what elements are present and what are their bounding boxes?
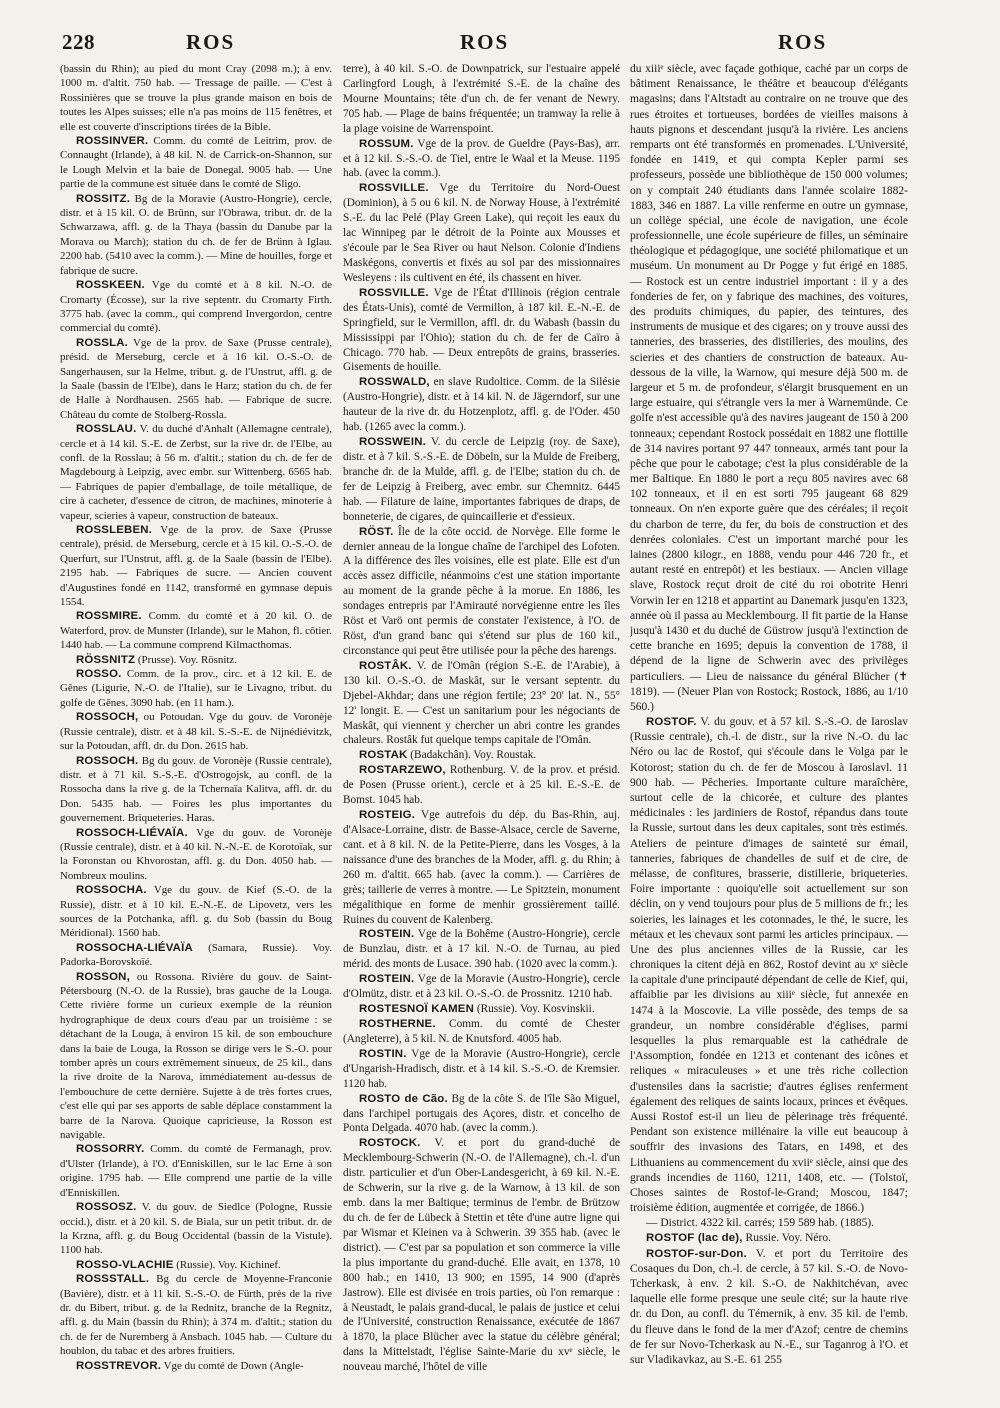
entry-text: Vge du Territoire du Nord-Ouest (Dominion), à 5 ou 6 kil. N. de Norway House, à l'extrémité S.-E. du lac Pelé (Play Green Lake), qui reçoit les eaux du lac Winnipeg par le détroit de la Pointe aux Mousses et s'écoule par le Sea River ou haut Nelson. Colonie d'Indiens Maskégons, convertis et fixés au sol par des missionnaires Wesleyens : ils cultivent en été, ils chassent en hiver. bbox=[343, 182, 620, 284]
entry-text: — District. 4322 kil. carrés; 159 589 hab. (1885). bbox=[646, 1217, 875, 1230]
entry-text: (Russie). Voy. Kichinef. bbox=[176, 1258, 281, 1271]
dictionary-entry bbox=[343, 181, 620, 285]
entry-headword: ROSSLA. bbox=[76, 336, 129, 349]
entry-headword: ROSTARZEWO, bbox=[359, 764, 446, 777]
entry-text: V. et port du Territoire des Cosaques du Don, ch.-l. de cercle, à 57 kil. S.-O. de Novo-Tcherkask, à env. 2 kil. S.-O. de Nakhitchévan, avec laquelle elle forme presque une seule cité; sur la haute rive dr. du Don, au confl. du Témernik, à env. 35 kil. de l'emb. du fleuve dans le fond de la mer d'Azof; centre de chemins de fer sur Novo-Tcherkask au N.-E., sur Taganrog à l'O. et sur Vladikavkaz, au S.-E. 61 255 bbox=[630, 1247, 908, 1366]
entry-headword: ROSSOSZ. bbox=[76, 1201, 137, 1214]
dictionary-entry bbox=[343, 1092, 620, 1137]
entry-text: Vge de la prov. de Gueldre (Pays-Bas), arr. et à 12 kil. S.-S.-O. de Tiel, entre le Waal et la Meuse. 1195 hab. (avec la comm.). bbox=[343, 137, 620, 180]
running-head-center: ROS bbox=[460, 30, 510, 54]
entry-text: Comm. du comté de Fermanagh, prov. d'Ulster (Irlande), à l'O. d'Enniskillen, sur le lac Erne à son origine. 1795 hab. — Elle comprend une partie de la ville d'Enniskillen. bbox=[60, 1143, 332, 1199]
entry-headword: RÖST. bbox=[359, 525, 394, 538]
dictionary-entry bbox=[343, 435, 620, 525]
entry-text: V. du gouv. et à 57 kil. S.-S.-O. de Iaroslav (Russie centrale), ch.-l. de distr., sur la rive N.-O. du lac Néro ou lac de Rostof, qui s'écoule dans le Volga par le Kotorost; station du ch. de fer de Moscou à Iaroslavl. 11 900 hab. — Pêcheries. Importante culture maraîchère, surtout celle de la chicorée, et culture des plantes médicinales : les jardiniers de Rostof, répandus dans toute la Russie, surtout dans les deux capitales, sont très estimés. Ateliers de peinture d'images de sainteté sur émail, tanneries, fabriques de chandelles de suif et de cire, de mélasse, de confitures, brasserie, distillerie, briqueteries. Foire importante : quoiqu'elle soit actuellement sur son déclin, on y vend toujours pour plus de 5 millions de fr.; les soieries, les lainages et les cotonnades, le thé, le sucre, les métaux et les chevaux sont parmi les articles principaux. — Une des plus anciennes villes de la Russie, car les chroniques la citent déjà en 862, Rostof devint au xᵉ siècle la capitale d'une principauté dépendant de celle de Kief, qui, affaiblie par les divisions au xiiiᵉ siècle, fut annexée en 1474 à la Moscovie. La ville possède, des temps de sa grandeur, un nombre considérable d'églises, parmi lesquelles la plus remarquable est la cathédrale de l'Assomption, fondée en 1213 et contenant des icônes et reliques « miraculeuses » et une très riche collection d'ustensiles dans la sacristie; d'autres églises renferment également des reliques de saints locaux, princes et évêques. Aussi Rostof est-il un lieu de pèlerinage très fréquenté. Pendant son existence millénaire la ville eut beaucoup à souffrir des invasions des Tatars, en 1498, et des Lithuaniens au commencement du xviiᵉ siècle, ainsi que des grands incendies de 1160, 1211, 1408, etc. — (Tolstoï, Choses saintes de Rostof-le-Grand; Moscou, 1847; troisième édition, augmentée et corrigée, de 1866.) bbox=[630, 716, 908, 1215]
dictionary-entry bbox=[60, 826, 332, 884]
entry-text: V. du gouv. de Siedlce (Pologne, Russie occid.), distr. et à 20 kil. S. de Biala, sur un petit tribut. dr. de la Krzna, affl. g. du Boug Occidental (bassin de la Vistule). 1100 hab. bbox=[60, 1201, 332, 1257]
entry-text: Vge autrefois du dép. du Bas-Rhin, auj. d'Alsace-Lorraine, distr. de Basse-Alsace, cercle de Saverne, cant. et à 8 kil. N. de la Petite-Pierre, dans les Vosges, à la naissance d'une des branches de la Moder, affl. g. du Rhin; à 260 m. d'altit. 665 hab. (avec la comm.). — Carrières de grès; taillerie de verres à montre. — Le Spitztein, monument mégalithique en forme de menhir grossièrement taillé. Ruines du couvent de Kalenberg. bbox=[343, 809, 620, 926]
dictionary-entry bbox=[343, 525, 620, 659]
running-head-right: ROS bbox=[778, 30, 828, 54]
entry-text: ou Rossona. Rivière du gouv. de Saint-Pétersbourg (N.-O. de la Russie), bras gauche de la Louga. Cette rivière forme un curieux exemple de la réunion hydrographique de deux cours d'eau par un troisième : se détachant de la Louga, à environ 15 kil. de son embouchure dans la baie de Louga, la Rosson se dirige vers le S.-O. pour tomber après un cours extrêmement sinueux, de 25 kil., dans la rive droite de la Narova, immédiatement au-dessus de l'embouchure de cette dernière. Sujette à de très fortes crues, c'est elle qui par ses apports de sable déplace constamment la barre de la Narova. Quoique capricieuse, la Rosson est navigable. bbox=[60, 970, 332, 1142]
entry-continuation bbox=[630, 1216, 908, 1231]
dictionary-entry bbox=[60, 336, 332, 422]
entry-continuation bbox=[630, 62, 908, 715]
dictionary-entry bbox=[343, 286, 620, 376]
dictionary-entry bbox=[343, 137, 620, 182]
entry-headword: ROSTO de Cão. bbox=[359, 1092, 448, 1105]
entry-text: Bg du gouv. de Voronèje (Russie centrale), distr. et à 71 kil. S.-S.-E. d'Ostrogojsk, au confl. de la Rossocha dans la rive g. de la Tchernaïa Kalitva, affl. dr. du Don. 5435 hab. — Foires les plus importantes du gouvernement. Briqueteries. Haras. bbox=[60, 754, 332, 825]
dictionary-entry bbox=[60, 422, 332, 523]
dictionary-entry bbox=[343, 748, 620, 763]
entry-text: Vge du gouv. de Kief (S.-O. de la Russie), distr. et à 10 kil. E.-N.-E. de Lipovetz, vers les sources de la Potchanka, affl. g. du Sob (bassin du Boug Méridional). 1560 hab. bbox=[60, 884, 332, 940]
page-number: 228 bbox=[62, 30, 95, 54]
dictionary-entry bbox=[343, 972, 620, 1002]
dictionary-entry bbox=[60, 667, 332, 710]
entry-text: Bg de la côte S. de l'île São Miguel, dans l'archipel portugais des Açores, distr. et concelho de Ponta Delgada. 4070 hab. (avec la comm.). bbox=[343, 1092, 620, 1135]
dictionary-entry bbox=[60, 523, 332, 609]
dictionary-entry bbox=[343, 808, 620, 927]
entry-headword: ROSTHERNE. bbox=[359, 1018, 436, 1030]
entry-headword: ROSTOCK. bbox=[359, 1137, 421, 1150]
entry-headword: ROSSWALD, bbox=[359, 376, 430, 389]
entry-text: Vge de la prov. de Saxe (Prusse centrale), présid. de Merseburg, cercle et à 15 kil. O.-S.-O. de Querfurt, sur l'Unstrut, affl. g. de la Saale (bassin de l'Elbe). 2195 hab. — Fabriques de sucre. — Ancien couvent d'Augustines fondé en 1142, transformé en gymnase depuis 1554. bbox=[60, 524, 332, 609]
entry-text: Vge de l'État d'Illinois (région centrale des États-Unis), comté de Vermillon, à 187 kil. E.-N.-E. de Springfield, sur le Vermillon, affl. dr. du Wabash (bassin du Mississippi par l'Ohio); station du ch. de fer de Caïro à Chicago. 770 hab. — Deux entrepôts de grains, brasseries. Gisements de houille. bbox=[343, 286, 620, 374]
entry-text: Bg de la Moravie (Austro-Hongrie), cercle, distr. et à 15 kil. O. de Brünn, sur l'Obrawa, tribut. dr. de la Schwarzawa, affl. g. de la Thaya (bassin du Danube par la Morava ou March); station du ch. de fer de Brünn à Iglau. 2200 hab. (5410 avec la comm.). — Mine de houilles, forge et fabrique de sucre. bbox=[60, 192, 332, 277]
entry-text: ou Potoudan. Vge du gouv. de Voronèje (Russie centrale), distr. et à 48 kil. S.-S.-E. de Nijnédiévitzk, sur la Potoudan, affl. dr. du Don. 2615 hab. bbox=[60, 711, 332, 753]
entry-text: terre), à 40 kil. S.-O. de Downpatrick, sur l'estuaire appelé Carlingford Lough, à l'extrémité S.-E. de la chaîne des Mourne Mountains; tête d'un ch. de fer venant de Newry. 705 hab. — Plage de bains fréquentée; un tramway la relie à la plage voisine de Warrenspoint. bbox=[343, 63, 620, 135]
text-column-1 bbox=[60, 62, 332, 1380]
entry-headword: ROSTEIG. bbox=[359, 809, 416, 822]
entry-headword: ROSSVILLE. bbox=[359, 182, 429, 195]
dictionary-entry bbox=[60, 134, 332, 192]
dictionary-entry bbox=[60, 653, 332, 667]
dictionary-entry bbox=[343, 375, 620, 435]
entry-text: Comm. du comté et à 20 kil. O. de Waterford, prov. de Munster (Irlande), sur le Mahon, fl. côtier. 1440 hab. — La commune comprend Kilmacthomas. bbox=[60, 610, 332, 652]
entry-headword: ROSTOF (lac de), bbox=[646, 1232, 743, 1245]
entry-text: Comm. de la prov., circ. et à 12 kil. E. de Gênes (Ligurie, N.-O. de l'Italie), sur le Livagno, tribut. du golfe de Gênes. 3090 hab. (en 11 ham.). bbox=[60, 668, 332, 709]
running-head-left: ROS bbox=[186, 30, 236, 54]
entry-text: Comm. du comté de Chester (Angleterre), à 5 kil. N. de Knutsford. 4005 hab. bbox=[343, 1018, 620, 1045]
entry-headword: ROSSLAU. bbox=[76, 423, 137, 436]
entry-headword: ROSSOCH-LIÉVAÏA. bbox=[76, 826, 188, 839]
entry-text: V. et port du grand-duché de Mecklembourg-Schwerin (N.-O. de l'Allemagne), ch.-l. d'un distr. particulier et d'un Ober-Landesgericht, à 69 kil. N.-E. de Schwerin, sur la rive g. de la Warnow, à 13 kil. de son emb. dans la mer Baltique; terminus de l'embr. de Brützow du ch. de fer de Lübeck à Stettin et tête d'une autre ligne qui par Wismar et Kleinen va à Schwerin. 39 355 hab. (avec le district). — C'est par sa population et son commerce la ville la plus importante du grand-duché. Elle avait, en 1378, 10 800 hab.; en 1410, 13 900; en 1595, 14 900 (d'après Jastrow). Elle est divisée en trois parties, où l'on remarque : à Neustadt, le palais grand-ducal, le palais de justice et celui de l'Université, construction Renaissance, exécutée de 1867 à 1870, la place Blücher avec la statue du célèbre général; dans la Mittelstadt, l'église Sainte-Marie du xvᵉ siècle, le nouveau marché, l'hôtel de ville bbox=[343, 1137, 620, 1374]
entry-text: (Prusse). Voy. Rösnitz. bbox=[137, 653, 237, 666]
dictionary-entry bbox=[60, 1272, 332, 1358]
entry-text: Russie. Voy. Néro. bbox=[745, 1232, 831, 1245]
dictionary-entry bbox=[630, 715, 908, 1216]
dictionary-entry bbox=[60, 710, 332, 753]
entry-headword: ROSSO. bbox=[76, 668, 122, 681]
dictionary-entry bbox=[343, 1002, 620, 1017]
entry-headword: RÖSSNITZ bbox=[76, 653, 136, 666]
entry-headword: ROSSOCH, bbox=[76, 711, 139, 724]
entry-headword: ROSSINVER. bbox=[76, 135, 149, 148]
dictionary-entry bbox=[60, 192, 332, 278]
entry-text: Bg du cercle de Moyenne-Franconie (Bavière), distr. et à 11 kil. S.-S.-O. de Fürth, près de la rive dr. du Bibert, tribut. g. de la Rednitz, branche de la Regnitz, affl. g. du Main (bassin du Rhin); à 374 m. d'altit.; station du ch. de fer de Nuremberg à Ansbach. 1045 hab. — Culture du houblon, du tabac et des arbres fruitiers. bbox=[60, 1273, 332, 1358]
dictionary-entry bbox=[630, 1231, 908, 1246]
entry-text: (Russie). Voy. Kosvinskii. bbox=[476, 1003, 595, 1016]
entry-headword: ROSSOCHA. bbox=[76, 884, 147, 897]
entry-text: V. du cercle de Leipzig (roy. de Saxe), distr. et à 7 kil. S.-S.-E. de Döbeln, sur la Mulde de Freiberg, branche dr. de la Mulde, affl. g. de l'Elbe; station du ch. de fer de Leipzig à Freiberg, avec embr. sur Chemnitz. 6445 hab. — Filature de laine, importantes fabriques de draps, de bonneterie, de cigares, de quincaillerie et d'essieux. bbox=[343, 436, 620, 523]
entry-headword: ROSTIN. bbox=[359, 1047, 407, 1060]
dictionary-entry bbox=[60, 1200, 332, 1258]
entry-headword: ROSSVILLE. bbox=[359, 286, 429, 299]
dictionary-entry bbox=[343, 659, 620, 749]
entry-text: V. du duché d'Anhalt (Allemagne centrale), cercle et à 14 kil. S.-E. de Zerbst, sur la rive dr. de l'Elbe, au confl. de la Rosslau; à 56 m. d'altit.; station du ch. de fer de Magdebourg à Leipzig, avec embr. sur Wittenberg. 6565 hab. — Fabriques de papier d'emballage, de toile métallique, de cire à cacheter, d'essence de citron, de machines, minoterie à vapeur, scieries à vapeur, construction de bateaux. bbox=[60, 423, 332, 522]
entry-text: Vge de la Moravie (Austro-Hongrie), cercle d'Olmütz, distr. et à 23 kil. O.-S.-O. de Prossnitz. 1210 hab. bbox=[343, 973, 620, 1001]
entry-text: Vge de la Moravie (Austro-Hongrie), cercle d'Ungarish-Hradisch, distr. et à 14 kil. S.-S.-O. de Kremsier. 1120 hab. bbox=[343, 1047, 620, 1090]
entry-text: Vge du gouv. de Voronèje (Russie centrale), distr. et à 40 kil. N.-N.-E. de Korotoïak, sur la Foronstan ou Khvorostan, affl. g. du Don. 4050 hab. — Nombreux moulins. bbox=[60, 826, 332, 882]
entry-text: Vge du comté et à 8 kil. N.-O. de Cromarty (Écosse), sur la rive septentr. du Cromarty Firth. 3775 hab. (avec la comm., qui comprend Invergordon, centre commercial du comté). bbox=[60, 279, 332, 335]
entry-headword: ROSSWEIN. bbox=[359, 436, 426, 449]
dictionary-entry bbox=[343, 927, 620, 972]
dictionary-entry bbox=[60, 754, 332, 826]
text-column-2 bbox=[343, 62, 620, 1380]
entry-text: Île de la côte occid. de Norvège. Elle forme le dernier anneau de la longue chaîne de l'archipel des Lofoten. A la différence des îles voisines, elle est plate. Elle est d'un accès assez difficile, néanmoins c'est une station importante au moment de la grande pêche à la morue. En 1886, les sondages entrepris par l'Amirauté norvégienne entre les îles Röst et Varö ont permis de constater l'existence, à l'O. de Röst, d'un grand banc qui s'étend sur plus de 160 kil., circonstance qui peut être utilisée pour la pêche des harengs. bbox=[343, 525, 620, 657]
page-header bbox=[0, 30, 1000, 60]
entry-headword: ROSTOF-sur-Don. bbox=[646, 1247, 747, 1260]
dictionary-entry bbox=[60, 883, 332, 941]
entry-headword: ROSTEIN. bbox=[359, 928, 415, 941]
dictionary-entry bbox=[343, 1017, 620, 1047]
entry-headword: ROSTAK bbox=[359, 749, 408, 762]
dictionary-entry bbox=[343, 1136, 620, 1375]
entry-headword: ROSSMIRE. bbox=[76, 610, 142, 623]
entry-text: Comm. du comté de Leitrim, prov. de Connaught (Irlande), à 48 kil. N. de Carrick-on-Shannon, sur le Lough Melvin et la baie de Donegal. 9005 hab. — Une partie de la commune est située dans le comté de Sligo. bbox=[60, 135, 332, 191]
entry-continuation bbox=[343, 62, 620, 137]
entry-headword: ROSSLEBEN. bbox=[76, 524, 153, 536]
entry-text: Rothenburg. V. de la prov. et présid. de Posen (Prusse orient.), cercle et à 25 kil. E.-S.-E. de Bomst. 1045 hab. bbox=[343, 764, 620, 807]
dictionary-entry bbox=[60, 1359, 332, 1373]
dictionary-entry bbox=[60, 941, 332, 970]
entry-headword: ROSTÂK. bbox=[359, 659, 412, 672]
dictionary-entry bbox=[60, 1258, 332, 1272]
dictionary-entry bbox=[343, 763, 620, 808]
entry-text: en slave Rudoltice. Comm. de la Silésie (Austro-Hongrie), distr. et à 14 kil. N. de Jägerndorf, sur une hauteur de la rive dr. du Hotzenplotz, affl. g. de l'Oder. 450 hab. (1265 avec la comm.). bbox=[343, 376, 620, 434]
entry-headword: ROSSORRY. bbox=[76, 1143, 145, 1156]
entry-headword: ROSSITZ. bbox=[76, 192, 131, 205]
entry-text: Vge du comté de Down (Angle- bbox=[163, 1359, 304, 1372]
entry-headword: ROSSUM. bbox=[359, 137, 414, 150]
dictionary-entry bbox=[60, 1142, 332, 1200]
dictionary-entry bbox=[343, 1047, 620, 1092]
entry-text: Vge de la prov. de Saxe (Prusse centrale), présid. de Merseburg, cercle et à 16 kil. O.-S.-O. de Sangerhausen, sur la Helme, tribut. g. de l'Unstrut, affl. g. de la Saale (bassin de l'Elbe), dans le Harz; station du ch. de fer de Halle à Nordhausen. 2565 hab. — Fabrique de sucre. Château du comte de Stolberg-Rossla. bbox=[60, 336, 332, 421]
dictionary-entry bbox=[60, 970, 332, 1143]
entry-headword: ROSSSTALL. bbox=[76, 1273, 150, 1286]
dictionary-entry bbox=[60, 278, 332, 336]
entry-headword: ROSSKEEN. bbox=[76, 279, 145, 292]
entry-text: V. de l'Omân (région S.-E. de l'Arabie), à 130 kil. O.-S.-O. de Maskât, sur le versant septentr. du Djebel-Akhdar; dans une région fertile; 23° 20' lat. N., 55° 12' longit. E. — C'est un sanitarium pour les négociants de Maskât, qui viennent y chercher un abri contre les grandes chaleurs. Rostâk fut quelque temps capitale de l'Omân. bbox=[343, 659, 620, 747]
entry-headword: ROSSON, bbox=[76, 970, 130, 983]
entry-text: Vge de la Bohême (Austro-Hongrie), cercle de Bunzlau, distr. et à 17 kil. N.-O. de Turnau, au pied mérid. des monts de Lusace. 390 hab. (1020 avec la comm.). bbox=[343, 928, 620, 971]
entry-text: (Badakchân). Voy. Roustak. bbox=[410, 749, 537, 762]
entry-text: du xiiiᵉ siècle, avec façade gothique, caché par un corps de bâtiment Renaissance, le théâtre et beaucoup d'élégants magasins; dans l'Altstadt au contraire on ne trouve que des rues étroites et tortueuses, bordées de vieilles maisons à hauts pignons et descendant jusqu'à la rivière. Les anciens remparts ont été transformés en promenades. L'Université, fondée en 1419, et qui compta Kepler parmi ses professeurs, possède une bibliothèque de 150 000 volumes; on y comptait 240 étudiants dans l'année scolaire 1882-1883, 346 en 1887. La ville renferme en outre un gymnase, un collège spécial, une école de navigation, une école professionnelle, une école supérieure de filles, un séminaire théologique et pédagogique, une société philomatique et un muséum. Un monument au Dr Pogge y fut érigé en 1885. — Rostock est un centre industriel important : il y a des fonderies de fer, on y fabrique des machines, des voitures, des produits chimiques, du papier, des teintures, des instruments de musique et des cigares; on y trouve aussi des tanneries, des brasseries, des distilleries, des moulins, des scieries et des chantiers de construction de bateaux. Au-dessous de la ville, la Warnow, qui mesure déjà 500 m. de largeur et 5 m. de profondeur, s'élargit brusquement en un large estuaire, qui s'étrangle vers la mer à Warnemünde. Ce golfe n'est accessible qu'à des navires jaugeant de 150 à 200 tonneaux; cependant Rostock possédait en 1882 une flottille de 314 navires portant 97 447 tonneaux, armés tant pour la pêche que pour le cabotage; c'est la plus considérable de la mer Baltique. En 1880 le port a reçu 805 navires avec 68 102 tonneaux, et il en est sorti 795 jaugeant 68 829 tonneaux. On n'en exporte guère que des céréales; il reçoit du charbon de terre, du fer, du bois de construction et des denrées coloniales. C'est un important marché pour les laines (2800 kilogr., en 1888, vendu pour 446 720 fr., et autant resté en entrepôt) et les bestiaux. — Ancien village slave, Rostock reçut droit de cité du roi obotrite Henri Vorwin Ier en 1218 et appartint au Danemark jusqu'en 1323, année où il passa au Mecklembourg. Il fit partie de la Hanse jusqu'à 1430 et du duché de Güstrow jusqu'à l'extinction de cette branche en 1695; depuis la convention de 1788, il dépend de la ligne de Schwerin avec des privilèges particuliers. — Lieu de naissance du général Blücher (✝ 1819). — (Neuer Plan von Rostock; Rostock, 1886, au 1/10 560.) bbox=[630, 63, 908, 713]
entry-headword: ROSTESNOÏ KAMEN bbox=[359, 1003, 475, 1016]
entry-continuation bbox=[60, 62, 332, 134]
entry-headword: ROSSO-VLACHIE bbox=[76, 1258, 174, 1271]
entry-text: (bassin du Rhin); au pied du mont Cray (2098 m.); à env. 1000 m. d'altit. 750 hab. — Tressage de paille. — C'est à Rossinières que se trouve la plus grande maison en bois de toutes les Alpes suisses; elle n'a pas moins de 115 fenêtres, et elle est couverte d'inscriptions tirées de la Bible. bbox=[60, 63, 332, 133]
entry-headword: ROSSOCHA-LIÉVAÏA bbox=[76, 941, 193, 954]
dictionary-entry bbox=[60, 609, 332, 652]
entry-text: (Samara, Russie). Voy. Padorka-Borovskoïé. bbox=[60, 941, 332, 969]
text-column-3 bbox=[630, 62, 908, 1380]
entry-headword: ROSSTREVOR. bbox=[76, 1359, 162, 1372]
entry-headword: ROSSOCH. bbox=[76, 754, 139, 767]
dictionary-entry bbox=[630, 1247, 908, 1369]
entry-headword: ROSTOF. bbox=[646, 716, 697, 729]
entry-headword: ROSTEIN. bbox=[359, 973, 415, 986]
